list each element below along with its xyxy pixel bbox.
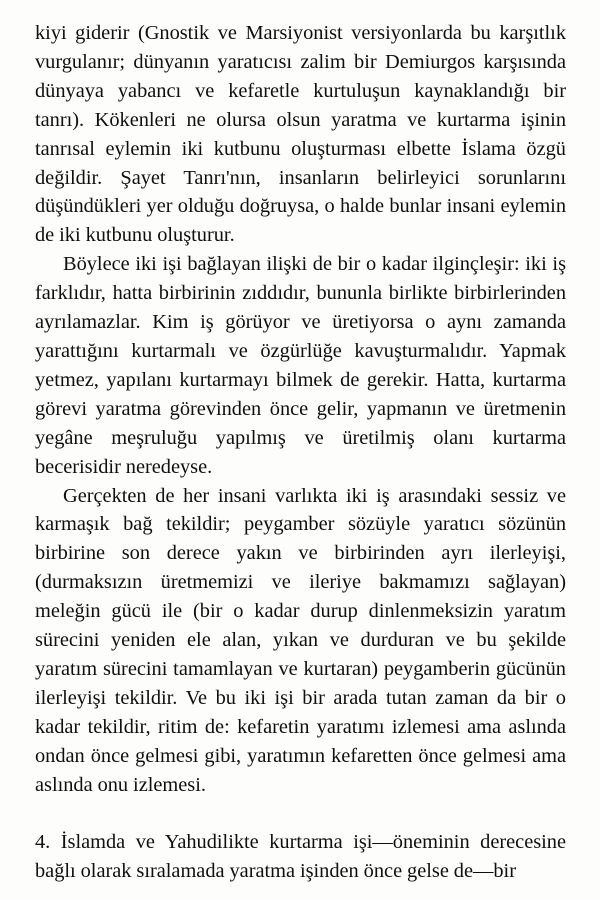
paragraph-3: Gerçekten de her insani varlıkta iki iş arasındaki sessiz ve karmaşık bağ tekildir; peygamber sözüyle yaratıcı sözünün birbirine son derece yakın ve birbirinden ayrı ilerleyişi, (durmaksızın üretmemizi ve ileriye bakmamızı sağlayan) meleğin gücü ile (bir o kadar durup dinlenmeksizin yaratım sürecini yeniden ele alan, yıkan ve durduran ve bu şekilde yaratım sürecini tamamlayan ve kurtaran) peygamberin gücünün ilerleyişi tekildir. Ve bu iki işi bir arada tutan zaman da bir o kadar tekildir, ritim de: kefaretin yaratımı izlemesi ama aslında ondan önce gelmesi gibi, yaratımın kefaretten önce gelmesi ama aslında onu izlemesi.: [35, 484, 566, 796]
numbered-paragraph-4: 4. İslamda ve Yahudilikte kurtarma işi—öneminin derecesine bağlı olarak sıralamada yaratma işinden önce gelse de—bir: [35, 830, 566, 882]
text-column: [35, 19, 566, 886]
paragraph-2: Böylece iki işi bağlayan ilişki de bir o kadar ilginçleşir: iki iş farklıdır, hatta birbirinin zıddıdır, bununla birlikte birbirlerinden ayrılamazlar. Kim iş görüyor ve üretiyorsa o aynı zamanda yarattığını kurtarmalı ve özgürlüğe kavuşturmalıdır. Yapmak yetmez, yapılanı kurtarmayı bilmek de gerekir. Hatta, kurtarma görevi yaratma görevinden önce gelir, yapmanın ve üretmenin yegâne meşruluğu yapılmış ve üretilmiş olanı kurtarma becerisidir neredeyse.: [35, 253, 566, 478]
paragraph-1: kiyi giderir (Gnostik ve Marsiyonist versiyonlarda bu karşıtlık vurgulanır; dünyanın yaratıcısı zalim bir Demiurgos karşısında dünyaya yabancı ve kefaretle kurtuluşun kaynaklandığı bir tanrı). Kökenleri ne olursa olsun yaratma ve kurtarma işinin tanrısal eylemin iki kutbunu oluşturması elbette İslama özgü değildir. Şayet Tanrı'nın, insanların belirleyici sorunlarını düşündükleri yer olduğu doğruysa, o halde bunlar insani eylemin de iki kutbunu oluşturur.: [35, 22, 566, 247]
